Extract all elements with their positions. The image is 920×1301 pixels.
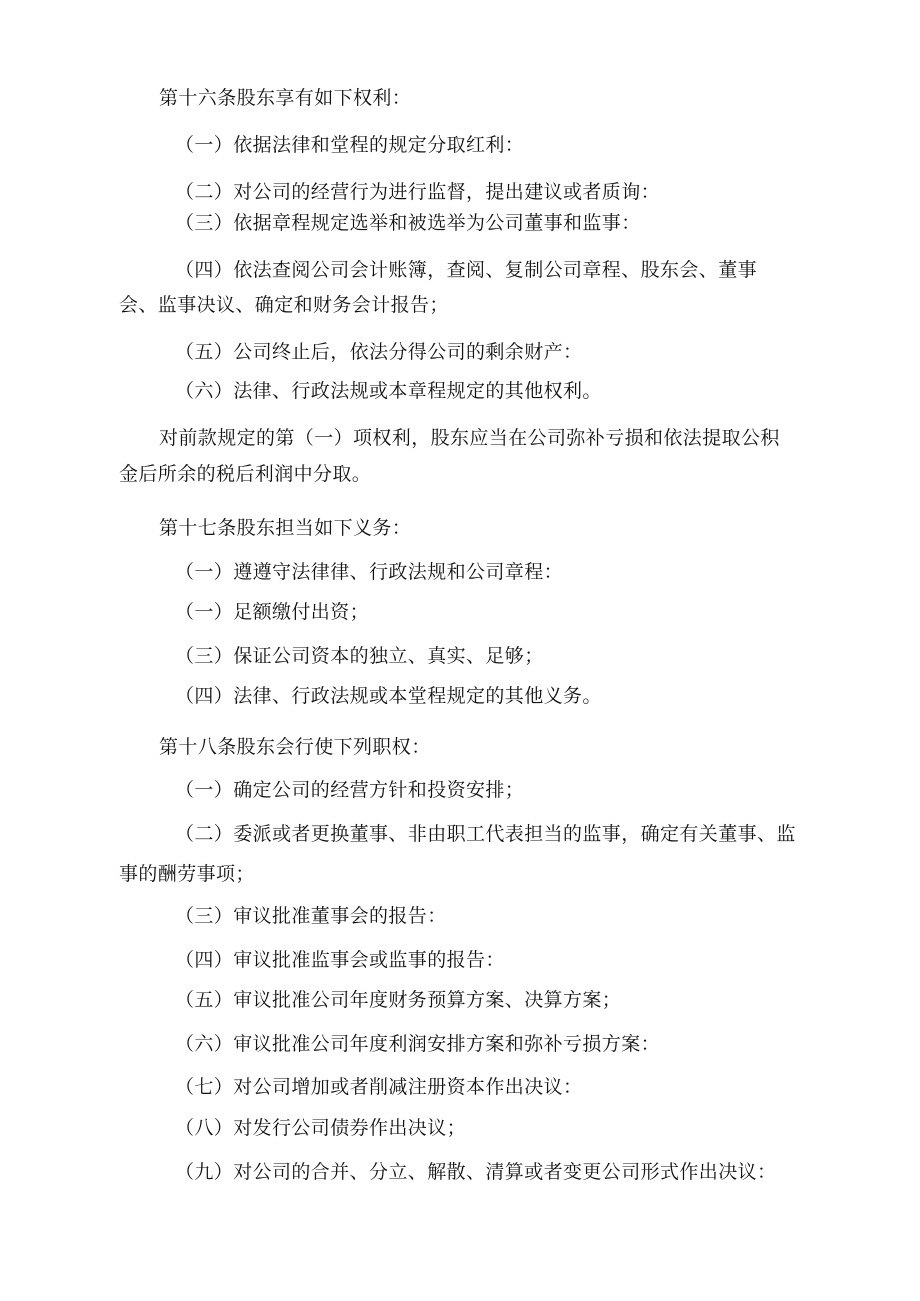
article-17-heading: 第十七条股东担当如下义务：: [159, 517, 412, 539]
article-18-item-2-continued: 事的酬劳事项；: [119, 863, 255, 885]
article-17-item-3: （三）保证公司资本的独立、真实、足够；: [175, 645, 544, 667]
article-18-item-1: （一）确定公司的经营方针和投资安排；: [175, 779, 525, 801]
article-18-item-2: （二）委派或者更换董事、非由职工代表担当的监事，确定有关董事、监: [175, 823, 796, 845]
article-18-heading: 第十八条股东会行使下列职权：: [159, 736, 431, 758]
article-16-item-1: （一）依据法律和堂程的规定分取红利：: [175, 134, 525, 156]
article-16-item-2: （二）对公司的经营行为进行监督，提出建议或者质询：: [175, 181, 661, 203]
article-17-item-4: （四）法律、行政法规或本堂程规定的其他义务。: [175, 685, 602, 707]
article-16-heading: 第十六条股东享有如下权利：: [159, 87, 412, 109]
article-18-item-3: （三）审议批准董事会的报告：: [175, 905, 447, 927]
article-18-item-5: （五）审议批准公司年度财务预算方案、决算方案；: [175, 989, 622, 1011]
article-16-item-4-continued: 会、监事决议、确定和财务会计报告；: [119, 294, 449, 316]
article-16-item-3: （三）依据章程规定选举和被选举为公司董事和监事：: [175, 212, 641, 234]
article-18-item-7: （七）对公司增加或者削减注册资本作出决议：: [175, 1076, 583, 1098]
article-16-note-continued: 金后所余的税后利润中分取。: [119, 463, 372, 485]
article-16-item-4: （四）依法查阅公司会计账簿，查阅、复制公司章程、股东会、董事: [175, 259, 758, 281]
article-16-note: 对前款规定的第（一）项权利，股东应当在公司弥补亏损和依法提取公积: [159, 427, 780, 449]
article-16-item-6: （六）法律、行政法规或本章程规定的其他权利。: [175, 380, 602, 402]
article-18-item-8: （八）对发行公司债券作出决议；: [175, 1117, 467, 1139]
article-17-item-1: （一）遵遵守法律律、行政法规和公司章程：: [175, 561, 564, 583]
article-17-item-2: （一）足额缴付出资；: [175, 601, 370, 623]
article-18-item-6: （六）审议批准公司年度利润安排方案和弥补亏损方案：: [175, 1033, 661, 1055]
article-18-item-4: （四）审议批准监事会或监事的报告：: [175, 949, 505, 971]
article-16-item-5: （五）公司终止后，依法分得公司的剩余财产：: [175, 341, 583, 363]
article-18-item-9: （九）对公司的合并、分立、解散、清算或者变更公司形式作出决议：: [175, 1161, 777, 1183]
